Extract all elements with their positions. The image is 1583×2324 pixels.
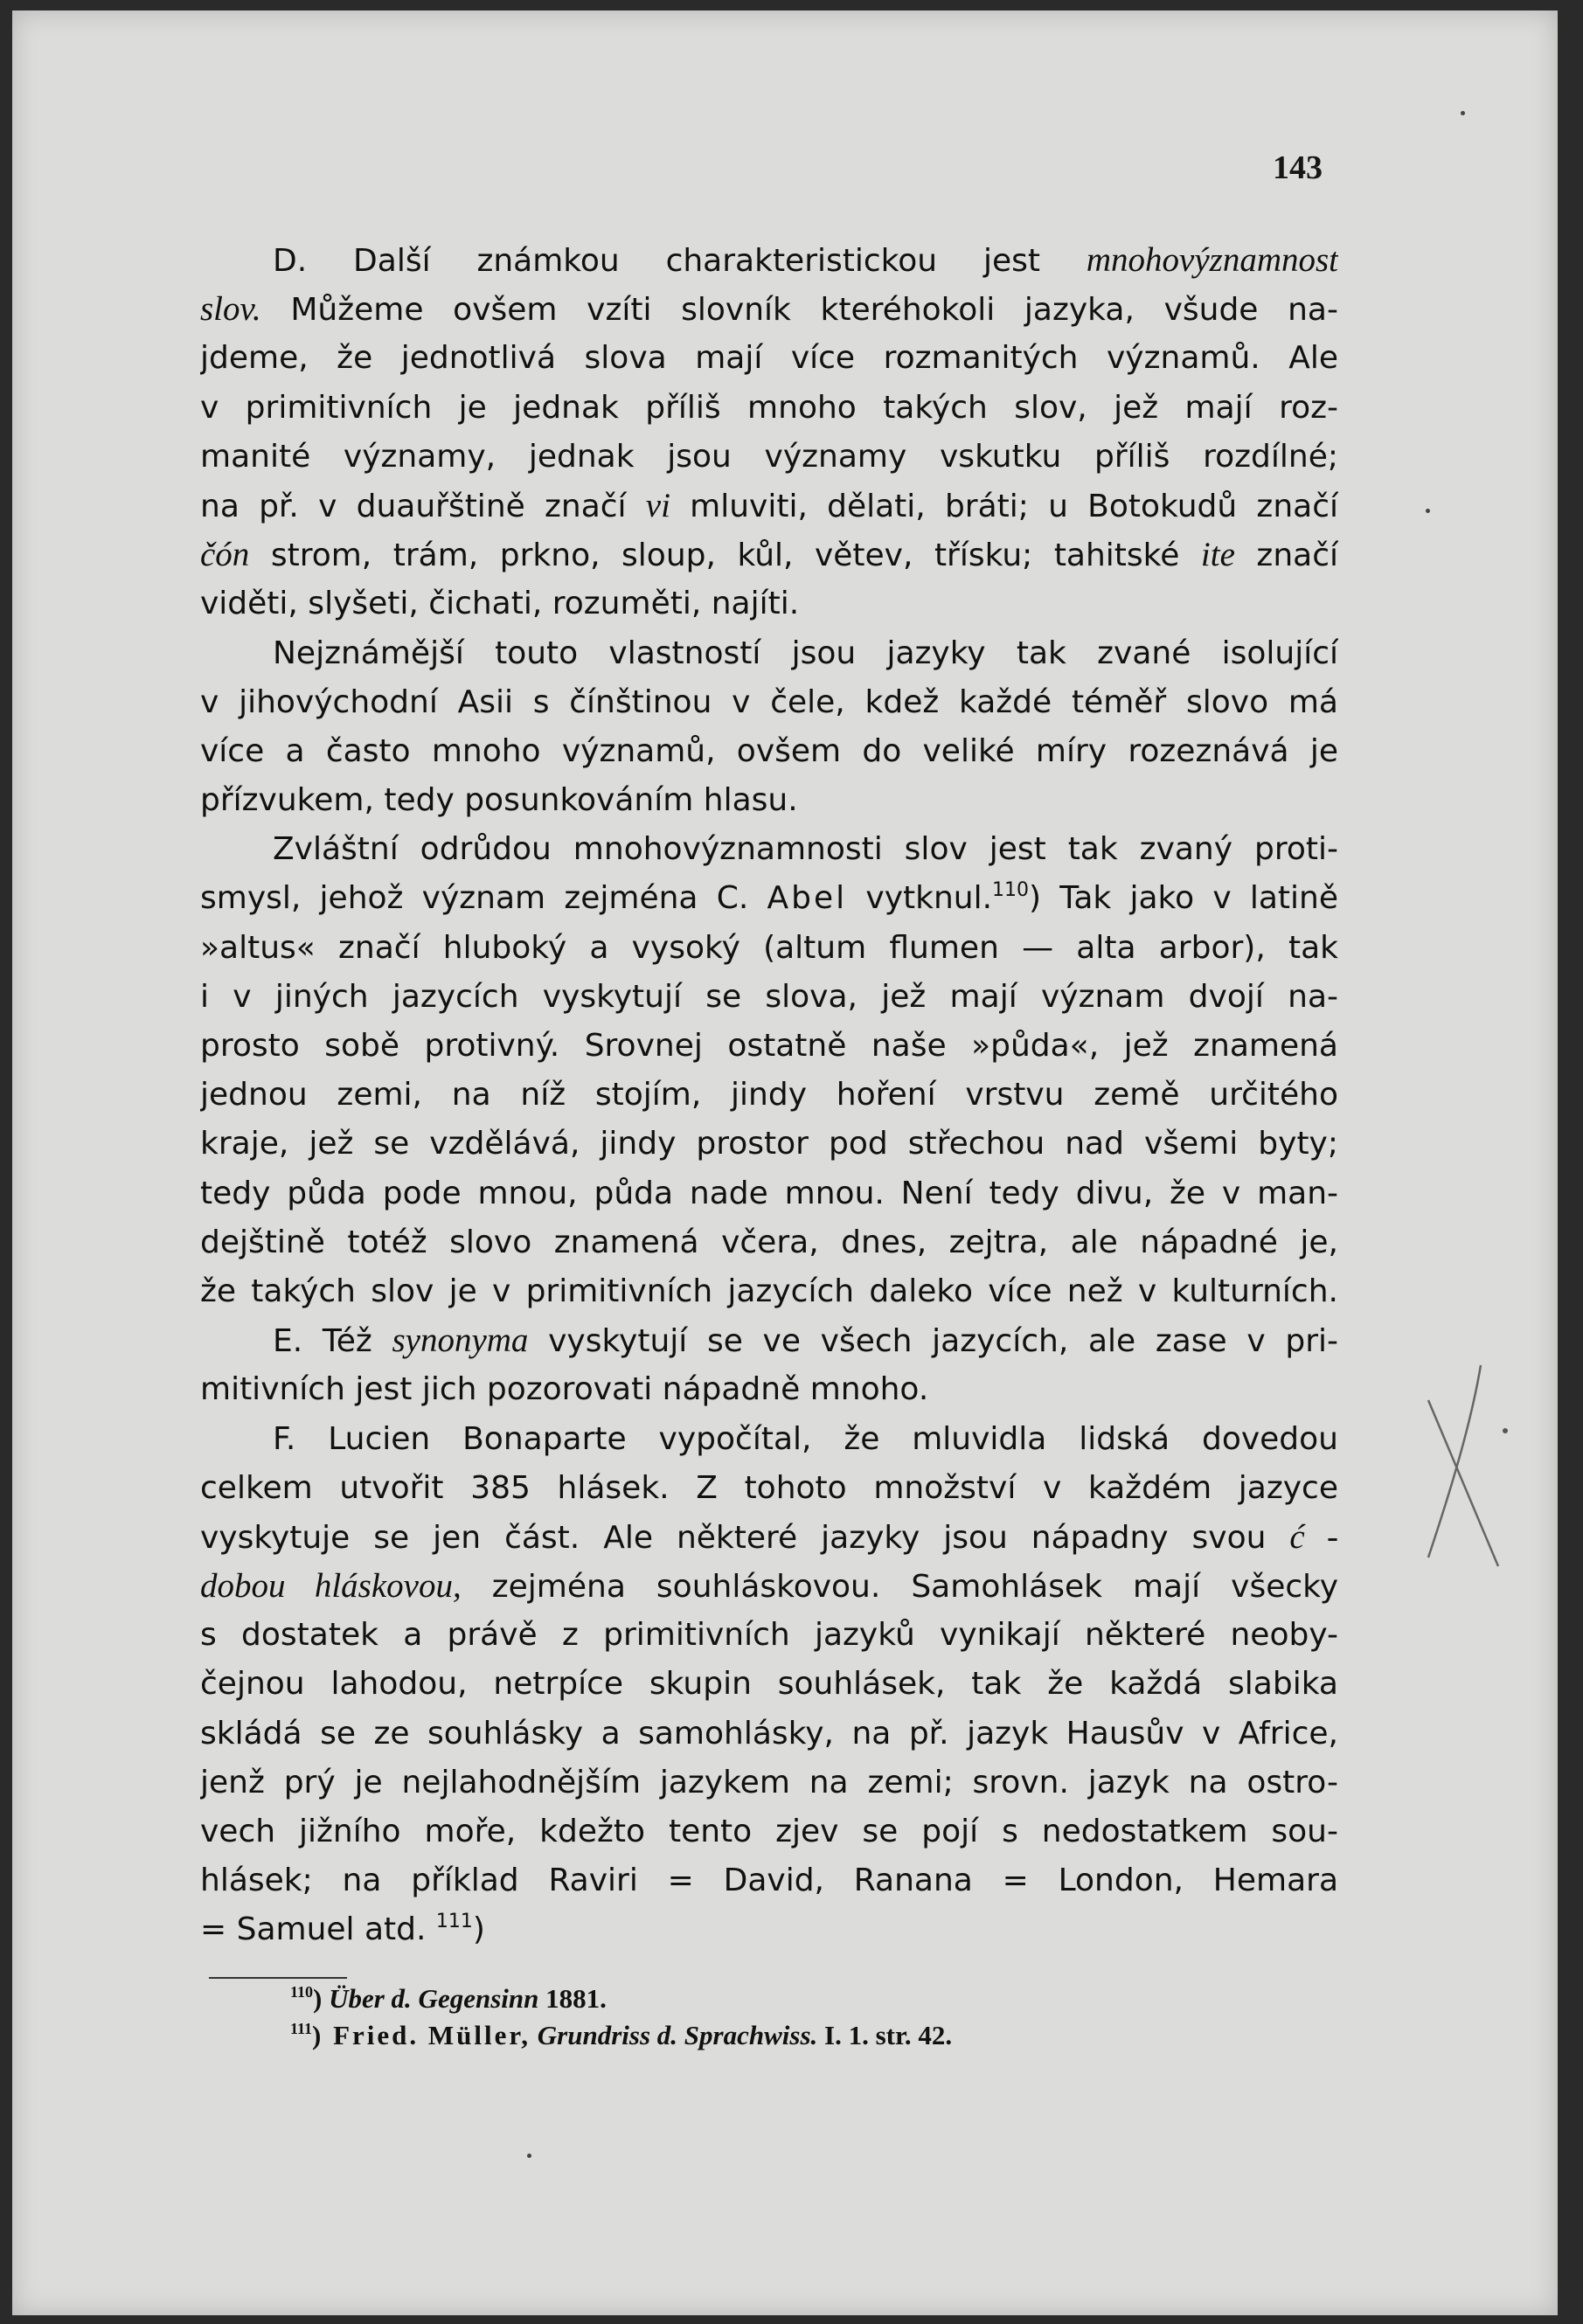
- text-line: v jihovýchodní Asii s čínštinou v čele, kdež každé téměř slovo má: [200, 683, 1338, 720]
- text-line: i v jiných jazycích vyskytují se slova, jež mají význam dvojí na-: [200, 978, 1338, 1015]
- text-line: F. Lucien Bonaparte vypočítal, že mluvidla lidská dovedou: [273, 1420, 1338, 1457]
- text-line: skládá se ze souhlásky a samohlásky, na př. jazyk Hausův v Africe,: [200, 1715, 1338, 1752]
- footnotes: [290, 1981, 1164, 2054]
- text-line: slov. Můžeme ovšem vzíti slovník kteréhokoli jazyka, všude na-: [200, 290, 1338, 329]
- text-line: jdeme, že jednotlivá slova mají více rozmanitých významů. Ale: [200, 340, 1338, 377]
- book-page: [12, 10, 1558, 2315]
- text-line: více a často mnoho významů, ovšem do veliké míry rozeznává je: [200, 732, 1338, 769]
- text-line: D. Další známkou charakteristickou jest mnohovýznamnost: [273, 241, 1338, 279]
- text-line: hlásek; na příklad Raviri = David, Ranana = London, Hemara: [200, 1863, 1338, 1899]
- text-line: E. Též synonyma vyskytují se ve všech jazycích, ale zase v pri-: [273, 1322, 1338, 1360]
- pencil-margin-mark: [1411, 1348, 1533, 1575]
- text-line: jednou zemi, na níž stojím, jindy hoření vrstvu země určitého: [200, 1077, 1338, 1113]
- speck: [1426, 509, 1430, 513]
- footnote-ref-111: 111: [435, 1911, 473, 1933]
- footnote-111: $^{111}$) Fried. Müller, Grundriss d. Sprachwiss. I. 1. str. 42.: [290, 2020, 953, 2050]
- text-line: tedy půda pode mnou, půda nade mnou. Není tedy divu, že v man-: [200, 1175, 1338, 1211]
- text-line: smysl, jehož význam zejména C. Abel vytknul.$^{110}$) Tak jako v latině: [200, 879, 1338, 917]
- text-line: jenž prý je nejlahodnějším jazykem na zemi; srovn. jazyk na ostro-: [200, 1764, 1338, 1800]
- speck: [1461, 111, 1465, 115]
- text-line: »altus« značí hluboký a vysoký (altum flumen — alta arbor), tak: [200, 929, 1338, 966]
- text-line: = Samuel atd. $^{111}$): [200, 1911, 485, 1948]
- text-line: kraje, jež se vzdělává, jindy prostor pod střechou nad všemi byty;: [200, 1126, 1338, 1162]
- text-line: s dostatek a právě z primitivních jazyků vynikají některé neoby-: [200, 1617, 1338, 1654]
- text-line: dobou hláskovou, zejména souhláskovou. Samohlásek mají všecky: [200, 1567, 1338, 1606]
- text-line: prosto sobě protivný. Srovnej ostatně naše »půda«, jež znamená: [200, 1028, 1338, 1064]
- text-line: viděti, slyšeti, čichati, rozuměti, najíti.: [200, 586, 800, 622]
- text-line: čón strom, trám, prkno, sloup, kůl, větev, třísku; tahitské ite značí: [200, 536, 1338, 574]
- speck: [527, 2154, 531, 2158]
- text-line: dejštině totéž slovo znamená včera, dnes, zejtra, ale nápadné je,: [200, 1224, 1338, 1260]
- footnote-110: $^{110}$) Über d. Gegensinn 1881.: [290, 1983, 607, 2014]
- text-line: mitivních jest jich pozorovati nápadně mnoho.: [200, 1371, 929, 1408]
- body-text: [200, 236, 1338, 1955]
- text-line: manité významy, jednak jsou významy vskutku příliš rozdílné;: [200, 438, 1338, 475]
- text-line: přízvukem, tedy posunkováním hlasu.: [200, 782, 798, 819]
- text-line: na př. v duauřštině značí vi mluviti, dělati, bráti; u Botokudů značí: [200, 486, 1338, 524]
- text-line: v primitivních je jednak příliš mnoho takých slov, jež mají roz-: [200, 389, 1338, 426]
- text-line: Nejznámější touto vlastností jsou jazyky tak zvané isolující: [273, 635, 1338, 671]
- text-line: celkem utvořit 385 hlásek. Z tohoto množství v každém jazyce: [200, 1469, 1338, 1506]
- text-line: vech jižního moře, kdežto tento zjev se pojí s nedostatkem sou-: [200, 1814, 1338, 1849]
- text-line: že takých slov je v primitivních jazycích daleko více než v kulturních.: [200, 1273, 1338, 1309]
- page-number: 143: [1273, 149, 1323, 186]
- text-line: Zvláštní odrůdou mnohovýznamnosti slov jest tak zvaný proti-: [273, 831, 1338, 868]
- text-line: vyskytuje se jen část. Ale některé jazyky jsou nápadny svou ć -: [200, 1517, 1338, 1556]
- footnote-divider: [209, 1977, 347, 1979]
- footnote-ref-110: 110: [992, 879, 1030, 902]
- text-line: čejnou lahodou, netrpíce skupin souhlásek, tak že každá slabika: [200, 1666, 1338, 1703]
